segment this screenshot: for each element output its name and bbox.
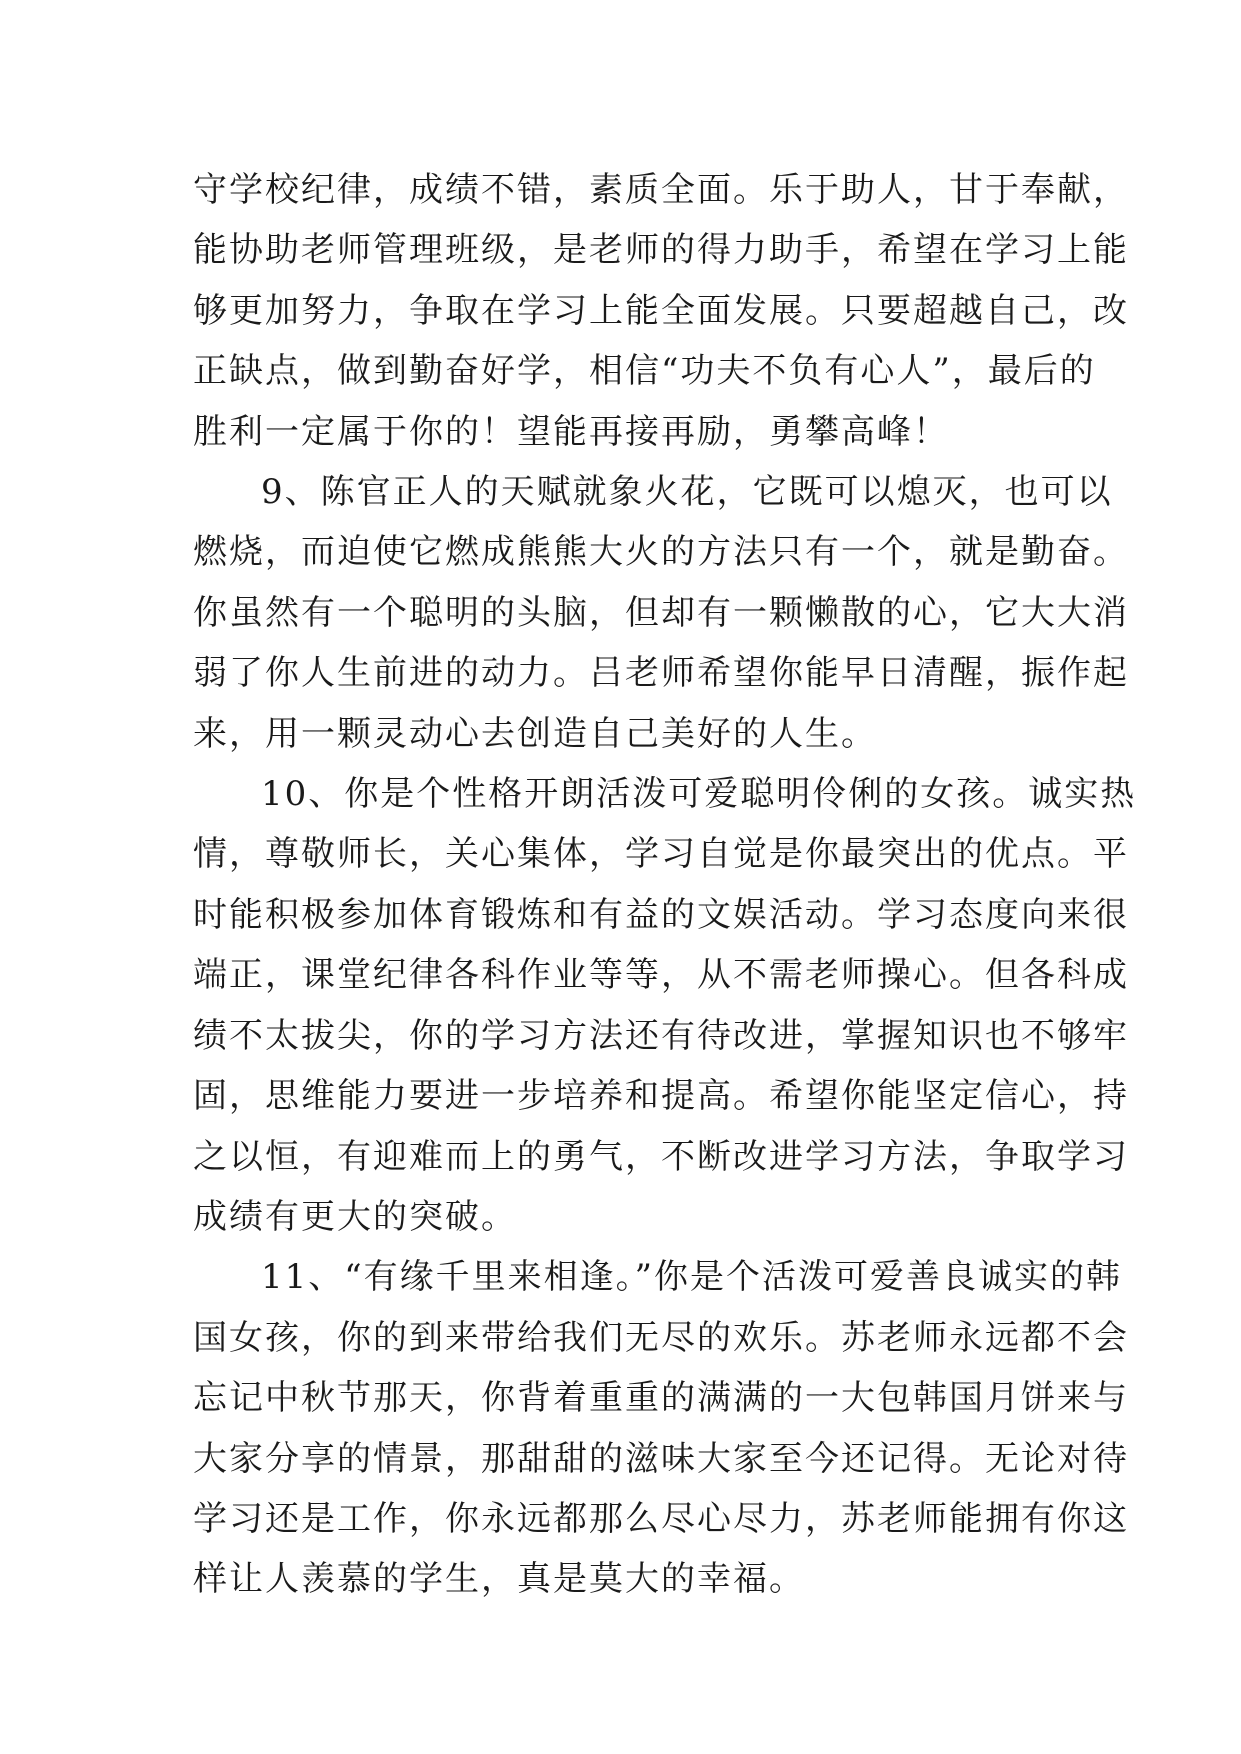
text-line: 燃烧，而迫使它燃成熊熊大火的方法只有一个，就是勤奋。 (193, 532, 1129, 573)
text-line: 9、陈官正人的天赋就象火花，它既可以熄灭，也可以 (261, 472, 1113, 513)
text-line: 能协助老师管理班级，是老师的得力助手，希望在学习上能 (193, 230, 1129, 271)
paragraph-continuation (193, 160, 1129, 462)
paragraph-item-11 (193, 1247, 1129, 1609)
text-line: 情，尊敬师长，关心集体，学习自觉是你最突出的优点。平 (193, 834, 1129, 875)
text-line: 胜利一定属于你的！望能再接再励，勇攀高峰！ (193, 411, 949, 452)
text-line: 正缺点，做到勤奋好学，相信“功夫不负有心人”，最后的 (193, 351, 1096, 392)
text-line: 之以恒，有迎难而上的勇气，不断改进学习方法，争取学习 (193, 1136, 1129, 1177)
text-line: 守学校纪律，成绩不错，素质全面。乐于助人，甘于奉献， (193, 170, 1129, 210)
paragraph-item-9 (193, 462, 1129, 764)
text-line: 国女孩，你的到来带给我们无尽的欢乐。苏老师永远都不会 (193, 1317, 1129, 1358)
text-line: 端正，课堂纪律各科作业等等，从不需老师操心。但各科成 (193, 955, 1129, 996)
text-line: 11、“有缘千里来相逢。”你是个活泼可爱善良诚实的韩 (261, 1257, 1123, 1298)
text-line: 大家分享的情景，那甜甜的滋味大家至今还记得。无论对待 (193, 1438, 1129, 1479)
text-line: 绩不太拔尖，你的学习方法还有待改进，掌握知识也不够牢 (193, 1015, 1129, 1056)
text-line: 来，用一颗灵动心去创造自己美好的人生。 (193, 713, 877, 754)
document-body (193, 160, 1137, 1610)
paragraph-item-10 (193, 764, 1137, 1247)
text-line: 忘记中秋节那天，你背着重重的满满的一大包韩国月饼来与 (193, 1378, 1129, 1419)
text-line: 够更加努力，争取在学习上能全面发展。只要超越自己，改 (193, 290, 1129, 331)
text-line: 弱了你人生前进的动力。吕老师希望你能早日清醒，振作起 (193, 653, 1129, 694)
text-line: 成绩有更大的突破。 (193, 1196, 517, 1237)
text-line: 10、你是个性格开朗活泼可爱聪明伶俐的女孩。诚实热 (261, 774, 1137, 815)
text-line: 固，思维能力要进一步培养和提高。希望你能坚定信心，持 (193, 1076, 1129, 1117)
text-line: 样让人羡慕的学生，真是莫大的幸福。 (193, 1559, 805, 1600)
text-line: 时能积极参加体育锻炼和有益的文娱活动。学习态度向来很 (193, 894, 1129, 935)
text-line: 你虽然有一个聪明的头脑，但却有一颗懒散的心，它大大消 (193, 592, 1129, 633)
text-line: 学习还是工作，你永远都那么尽心尽力，苏老师能拥有你这 (193, 1498, 1129, 1539)
